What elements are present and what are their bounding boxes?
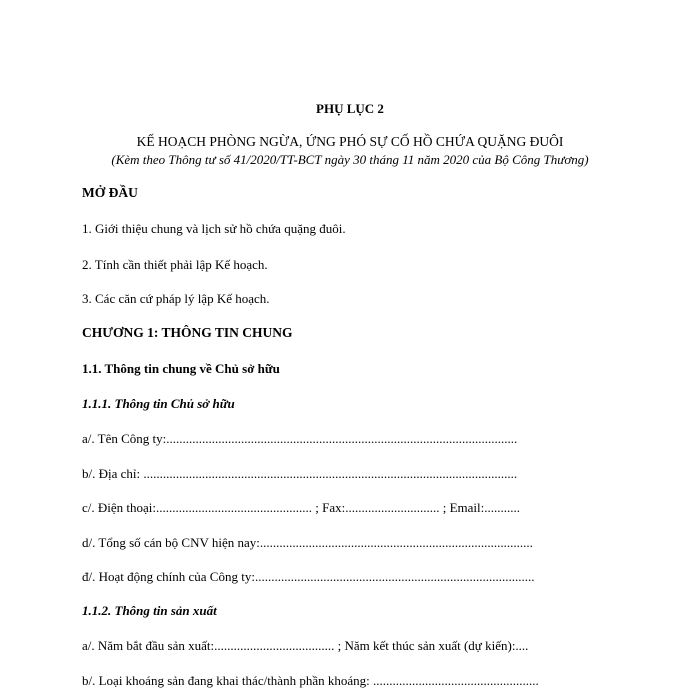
appendix-label: PHỤ LỤC 2 (316, 101, 384, 116)
production-field-years: a/. Năm bắt đầu sản xuất:..................................... ; Năm kết thúc sản xuất (dự kiến):.... (82, 638, 529, 653)
subsection-heading: 1.1.1. Thông tin Chủ sở hữu (82, 396, 235, 411)
owner-field-activity: đ/. Hoạt động chính của Công ty:...................................................................................... (82, 569, 535, 584)
document-title: KẾ HOẠCH PHÒNG NGỪA, ỨNG PHÓ SỰ CỐ HỒ CHỨA QUẶNG ĐUÔI (136, 134, 564, 149)
owner-field-company: a/. Tên Công ty:............................................................................................................ (82, 431, 518, 446)
chapter-heading: CHƯƠNG 1: THÔNG TIN CHUNG (82, 325, 293, 340)
document-subtitle: (Kèm theo Thông tư số 41/2020/TT-BCT ngày 30 tháng 11 năm 2020 của Bộ Công Thương) (111, 152, 589, 167)
owner-field-contact: c/. Điện thoại:................................................ ; Fax:............................. ; Email:........... (82, 500, 521, 515)
owner-field-staff: d/. Tổng số cán bộ CNV hiện nay:.................................................................................... (82, 535, 533, 550)
production-field-mineral: b/. Loại khoáng sản đang khai thác/thành phần khoáng: ................................................... (82, 673, 539, 688)
intro-item: 2. Tính cần thiết phải lập Kế hoạch. (82, 257, 268, 272)
owner-field-address: b/. Địa chỉ: ................................................................................................................... (82, 466, 518, 481)
subsection-heading: 1.1.2. Thông tin sản xuất (82, 603, 217, 618)
intro-item: 1. Giới thiệu chung và lịch sử hồ chứa quặng đuôi. (82, 221, 346, 236)
intro-item: 3. Các căn cứ pháp lý lập Kế hoạch. (82, 291, 270, 306)
section-heading: 1.1. Thông tin chung về Chủ sở hữu (82, 361, 280, 376)
intro-heading: MỞ ĐẦU (82, 185, 138, 200)
